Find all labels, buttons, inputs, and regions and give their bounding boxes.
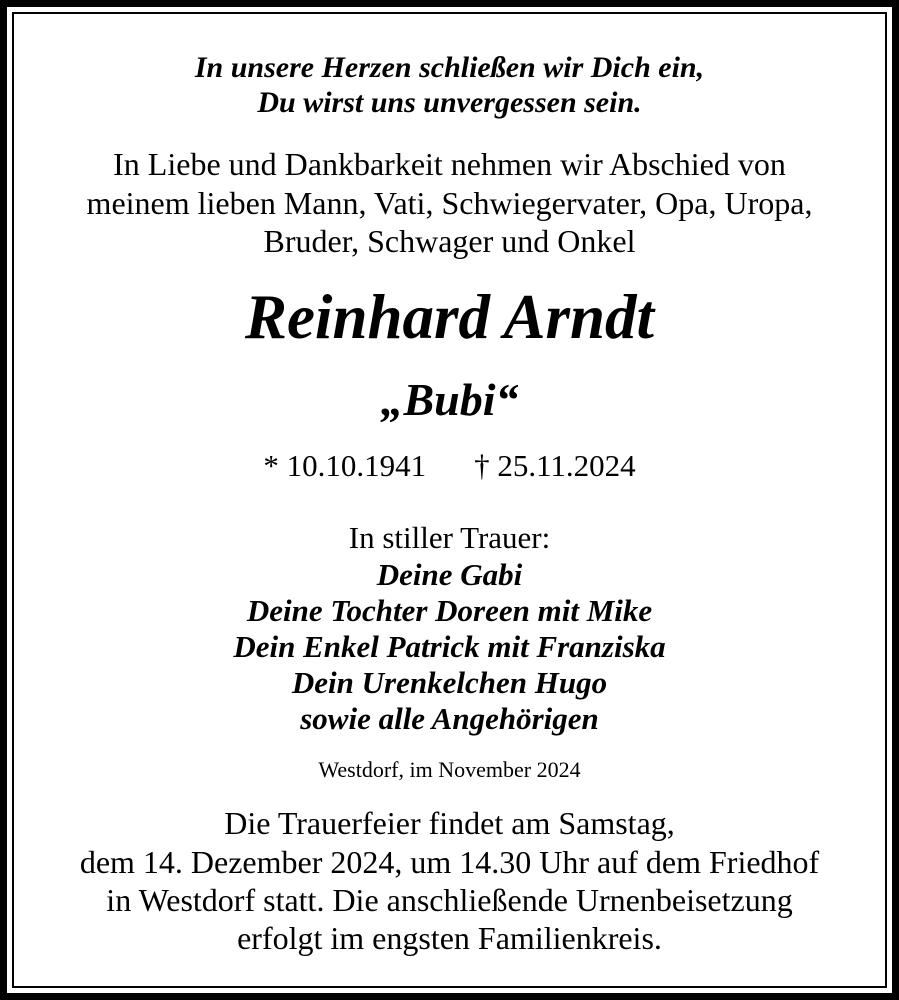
mourner-3: Dein Enkel Patrick mit Franziska	[233, 629, 666, 664]
intro-line-1: In Liebe und Dankbarkeit nehmen wir Abschied von	[113, 146, 786, 182]
obituary-notice	[12, 12, 887, 988]
motto-line-2: Du wirst uns unvergessen sein.	[257, 86, 642, 119]
life-dates	[12, 448, 887, 484]
service-line-3: in Westdorf statt. Die anschließende Urnenbeisetzung	[106, 882, 793, 918]
service-line-1: Die Trauerfeier findet am Samstag,	[224, 805, 675, 841]
birth-date: * 10.10.1941	[263, 448, 427, 483]
intro-line-2: meinem lieben Mann, Vati, Schwiegervater, Opa, Uropa,	[86, 185, 813, 221]
mourner-2: Deine Tochter Doreen mit Mike	[246, 593, 653, 628]
death-date: † 25.11.2024	[474, 448, 636, 483]
deceased-nickname: „Bubi“	[380, 374, 519, 425]
motto-line-1: In unsere Herzen schließen wir Dich ein,	[194, 51, 705, 84]
mourner-1: Deine Gabi	[376, 557, 523, 592]
service-line-4: erfolgt im engsten Familienkreis.	[237, 920, 662, 956]
mourner-4: Dein Urenkelchen Hugo	[291, 665, 608, 700]
intro-line-3: Bruder, Schwager und Onkel	[263, 223, 636, 259]
mourning-heading: In stiller Trauer:	[348, 520, 551, 555]
deceased-name: Reinhard Arndt	[244, 282, 655, 352]
mourner-5: sowie alle Angehörigen	[300, 701, 599, 736]
service-line-2: dem 14. Dezember 2024, um 14.30 Uhr auf dem Friedhof	[79, 844, 820, 880]
place-date: Westdorf, im November 2024	[318, 757, 581, 782]
